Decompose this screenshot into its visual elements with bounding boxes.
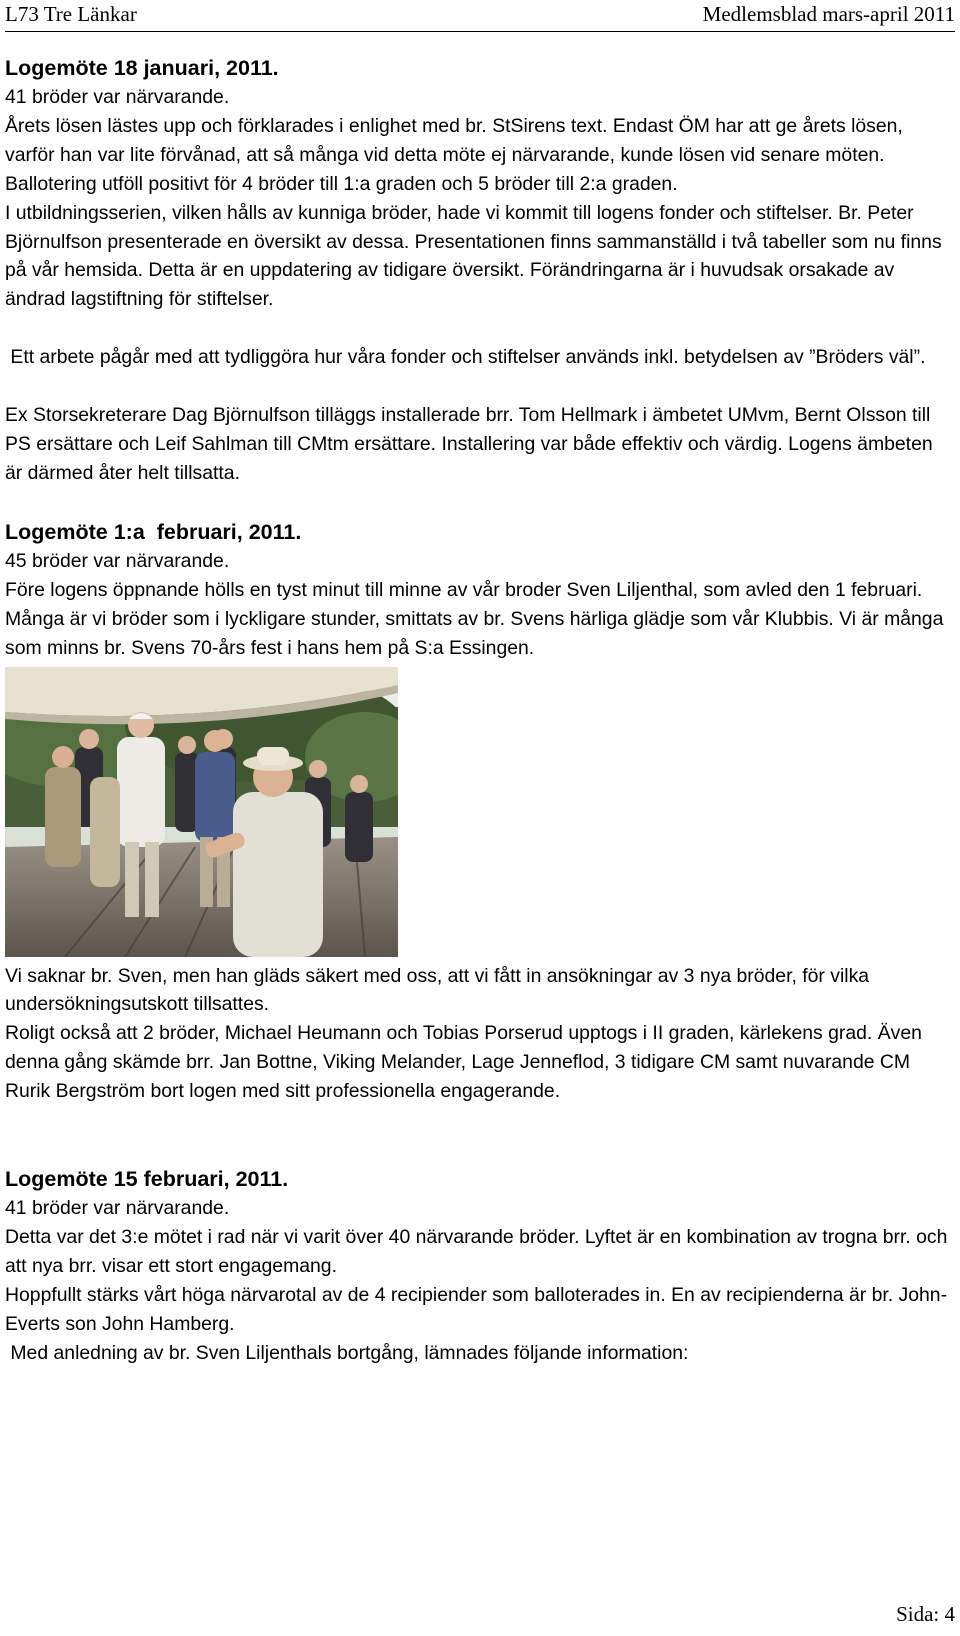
group-photo — [5, 667, 398, 957]
section-heading: Logemöte 15 februari, 2011. — [5, 1167, 289, 1192]
page-header — [5, 0, 955, 30]
paragraph: Vi saknar br. Sven, men han gläds säkert med oss, att vi fått in ansökningar av 3 nya bröder, för vilka undersökningsutskott tillsattes. — [5, 964, 870, 1016]
section-meeting-feb-15 — [5, 1164, 955, 1367]
paragraph: Före logens öppnande hölls en tyst minut till minne av vår broder Sven Liljenthal, som avled den 1 februari. Många är vi bröder som i lyckligare stunder, smittats av br. Svens härliga glädje som vår Klubbis. Vi är många som minns br. Svens 70-års fest i hans hem på S:a Essingen. — [5, 578, 944, 659]
page-number: Sida: 4 — [896, 1602, 955, 1626]
header-divider — [5, 31, 955, 32]
attendance-text: 45 bröder var närvarande. — [5, 549, 230, 572]
paragraph: Hoppfullt stärks vårt höga närvarotal av de 4 recipiender som balloterades in. En av recipienderna är br. John-Everts son John Hamberg. — [5, 1283, 948, 1335]
document-body — [5, 53, 955, 1367]
attendance-text: 41 bröder var närvarande. — [5, 86, 230, 108]
paragraph: Med anledning av br. Sven Liljenthals bortgång, lämnades följande information: — [5, 1341, 689, 1364]
header-issue: Medlemsblad mars-april 2011 — [702, 2, 955, 26]
attendance-text: 41 bröder var närvarande. — [5, 1197, 230, 1220]
paragraph: I utbildningsserien, vilken hålls av kunniga bröder, hade vi kommit till logens fonder och stiftelser. Br. Peter Björnulfson presenterade en översikt av dessa. Presentationen finns sammanställd i två tabeller som nu finns på vår hemsida. Detta är en uppdatering av tidigare översikt. Förändringarna är i huvudsak orsakade av ändrad lagstiftning för stiftelser. — [5, 201, 942, 311]
section-heading: Logemöte 1:a februari, 2011. — [5, 519, 302, 544]
section-meeting-feb-1 — [5, 517, 955, 1164]
paragraph: Ett arbete pågår med att tydliggöra hur våra fonder och stiftelser används inkl. betydelsen av ”Bröders väl”. — [5, 346, 926, 369]
spacer — [5, 488, 955, 517]
spacer — [5, 372, 955, 401]
spacer — [5, 314, 955, 343]
group-photo-image — [5, 667, 398, 957]
paragraph: Ex Storsekreterare Dag Björnulfson tilläggs installerade brr. Tom Hellmark i ämbetet UMvm, Bernt Olsson till PS ersättare och Leif Sahlman till CMtm ersättare. Installering var både effektiv och värdig. Logens ämbeten är därmed åter helt tillsatta. — [5, 404, 933, 484]
header-publication-name: L73 Tre Länkar — [5, 2, 137, 26]
section-heading: Logemöte 18 januari, 2011. — [5, 56, 279, 80]
paragraph: Ballotering utföll positivt för 4 bröder till 1:a graden och 5 bröder till 2:a graden. — [5, 172, 678, 195]
section-meeting-jan-18 — [5, 53, 955, 517]
paragraph: Årets lösen lästes upp och förklarades i enlighet med br. StSirens text. Endast ÖM har att ge årets lösen, varför han var lite förvånad, att så många vid detta möte ej närvarande, kunde lösen vid senare möten. — [5, 114, 903, 166]
paragraph: Detta var det 3:e mötet i rad när vi varit över 40 närvarande bröder. Lyftet är en kombination av trogna brr. och att nya brr. visar ett stort engagemang. — [5, 1225, 948, 1277]
paragraph: Roligt också att 2 bröder, Michael Heumann och Tobias Porserud upptogs i II graden, kärlekens grad. Även denna gång skämde brr. Jan Bottne, Viking Melander, Lage Jenneflod, 3 tidigare CM samt nuvarande CM Rurik Bergström bort logen med sitt professionella engagerande. — [5, 1022, 922, 1103]
spacer — [5, 1106, 955, 1164]
